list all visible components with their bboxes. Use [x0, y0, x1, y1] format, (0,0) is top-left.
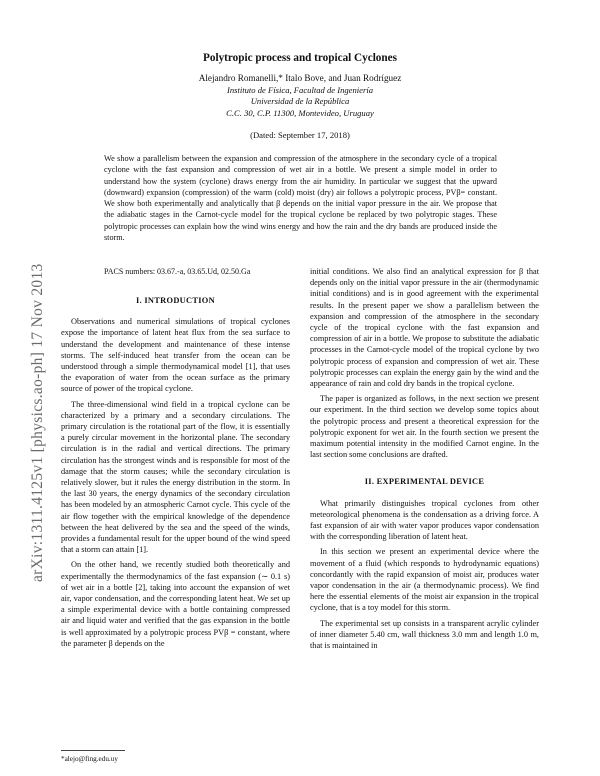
paragraph: The three-dimensional wind field in a tropical cyclone can be characterized by a primary and a secondary circulations. The primary circulation is the rotational part of the flow, it is essentially a purely circular movement in the horizontal plane. The secondary circulation is in the radial and vertical directions. The primary circulation has the strongest winds and is responsible for most of the damage that the storm causes; while the secondary circulation is relatively slower, but it rules the energy distribution in the storm. In the last 30 years, the energy dynamics of the secondary circulation has been modeled by an atmospheric Carnot cycle. This cycle of the air flow together with the empirical knowledge of the dependence between the heat delivered by the sea and the speed of the winds, provides a fundamental result for the upper bound of the wind speed that a storm can attain [1]. [61, 399, 290, 555]
section-spacer [310, 464, 539, 476]
affiliation-line: C.C. 30, C.P. 11300, Montevideo, Uruguay [226, 107, 374, 118]
paragraph: In this section we present an experimental device where the movement of a fluid (which responds to hydrodynamic equations) concordantly with the rapid expansion of moist air, produces water vapor condensation in the air (a thermodynamic process). We find here the essential elements of the moist air expansion in the tropical cyclone, that is a toy model for this storm. [310, 547, 539, 613]
paragraph: What primarily distinguishes tropical cyclones from other meteorological phenomena is the condensation as a driving force. A fast expansion of air with water vapor produces vapor condensation with the corresponding liberation of latent heat. [310, 498, 539, 542]
abstract-text: We show a parallelism between the expansion and compression of the atmosphere in the secondary cycle of a tropical cyclone with the fast expansion and compression of wet air in a bottle. We present a simple model in order to understand how the system (cyclone) draws energy from the air humidity. In particular we suggest that the upward (downward) expansion (compression) of the warm (cold) moist (dry) air follows a polytropic process, PVβ= constant. We show both experimentally and analytically that β depends on the initial vapor pressure in the air. We propose that the adiabatic stages in the Carnot-cycle model for the tropical cyclone be replaced by two polytropic stages. These polytropic processes can explain how the wind wins energy and how the rain and the dry bands are produced inside the storm. [104, 154, 497, 243]
affiliation [60, 85, 540, 119]
footnote-divider [61, 750, 125, 751]
paragraph: On the other hand, we recently studied both theoretically and experimentally the thermodynamics of the fast expansion (∼ 0.1 s) of wet air in a bottle [2], taking into account the expansion of wet air, vapor condensation, and the corresponding latent heat. We set up a simple experimental device with a bottle containing compressed air and liquid water and verified that the gas expansion in the bottle is well approximated by a polytropic process PVβ = constant, where the parameter β depends on the [61, 560, 290, 648]
paragraph: Observations and numerical simulations of tropical cyclones expose the importance of latent heat flux from the sea surface to understand the development and maintenance of these intense storms. The self-induced heat transfer from the ocean can be understood through a simple thermodynamical model [1], that uses the evaporation of water from the ocean surface as the primary source of power of the tropical cyclone. [61, 317, 290, 394]
section-heading-experimental-device: II. EXPERIMENTAL DEVICE [364, 477, 485, 487]
author-list: Alejandro Romanelli,* Italo Bove, and Juan Rodríguez [198, 73, 402, 83]
paper-title: Polytropic process and tropical Cyclones [203, 52, 397, 64]
affiliation-line: Instituto de Física, Facultad de Ingeniería [226, 85, 374, 95]
date-line: (Dated: September 17, 2018) [250, 130, 350, 140]
arxiv-side-stamp [6, 0, 52, 776]
abstract [104, 153, 497, 243]
pacs-numbers: PACS numbers: 03.67.-a, 03.65.Ud, 02.50.Ga [104, 267, 251, 276]
right-column [310, 266, 539, 655]
footnote-email: *alejo@fing.edu.uy [61, 755, 118, 763]
paragraph: The paper is organized as follows, in the next section we present our experiment. In the third section we develop some topics about the polytropic process and present a theoretical expression for the polytropic exponent for wet air. In the fourth section we present the maximum potential intensity in the modified Carnot engine. In the last section some conclusions are drafted. [310, 394, 539, 460]
section-heading-introduction: I. INTRODUCTION [136, 296, 215, 305]
paragraph: initial conditions. We also find an analytical expression for β that depends only on the initial vapor pressure in the air (thermodynamic initial conditions) and is in good agreement with the experimental results. In the present paper we show a parallelism between the expansion and compression of the atmosphere in the secondary cycle of the tropical cyclone with the fast expansion and compression of air in a bottle. We propose to substitute the adiabatic processes in the Carnot-cycle model of the tropical cyclone by two polytropic process of expansion and compression of wet air. These polytropic processes can explain the energy gain by the wind and the appearance of rain and cold dry bands in the tropical cyclone. [310, 267, 539, 389]
arxiv-identifier: arXiv:1311.4125v1 [physics.ao-ph] 17 Nov 2013 [29, 263, 46, 582]
left-column [61, 295, 290, 653]
paragraph: The experimental set up consists in a transparent acrylic cylinder of inner diameter 5.40 cm, wall thickness 3.0 mm and length 1.0 m, that is maintained in [310, 618, 539, 651]
affiliation-line: Universidad de la República [250, 96, 350, 107]
